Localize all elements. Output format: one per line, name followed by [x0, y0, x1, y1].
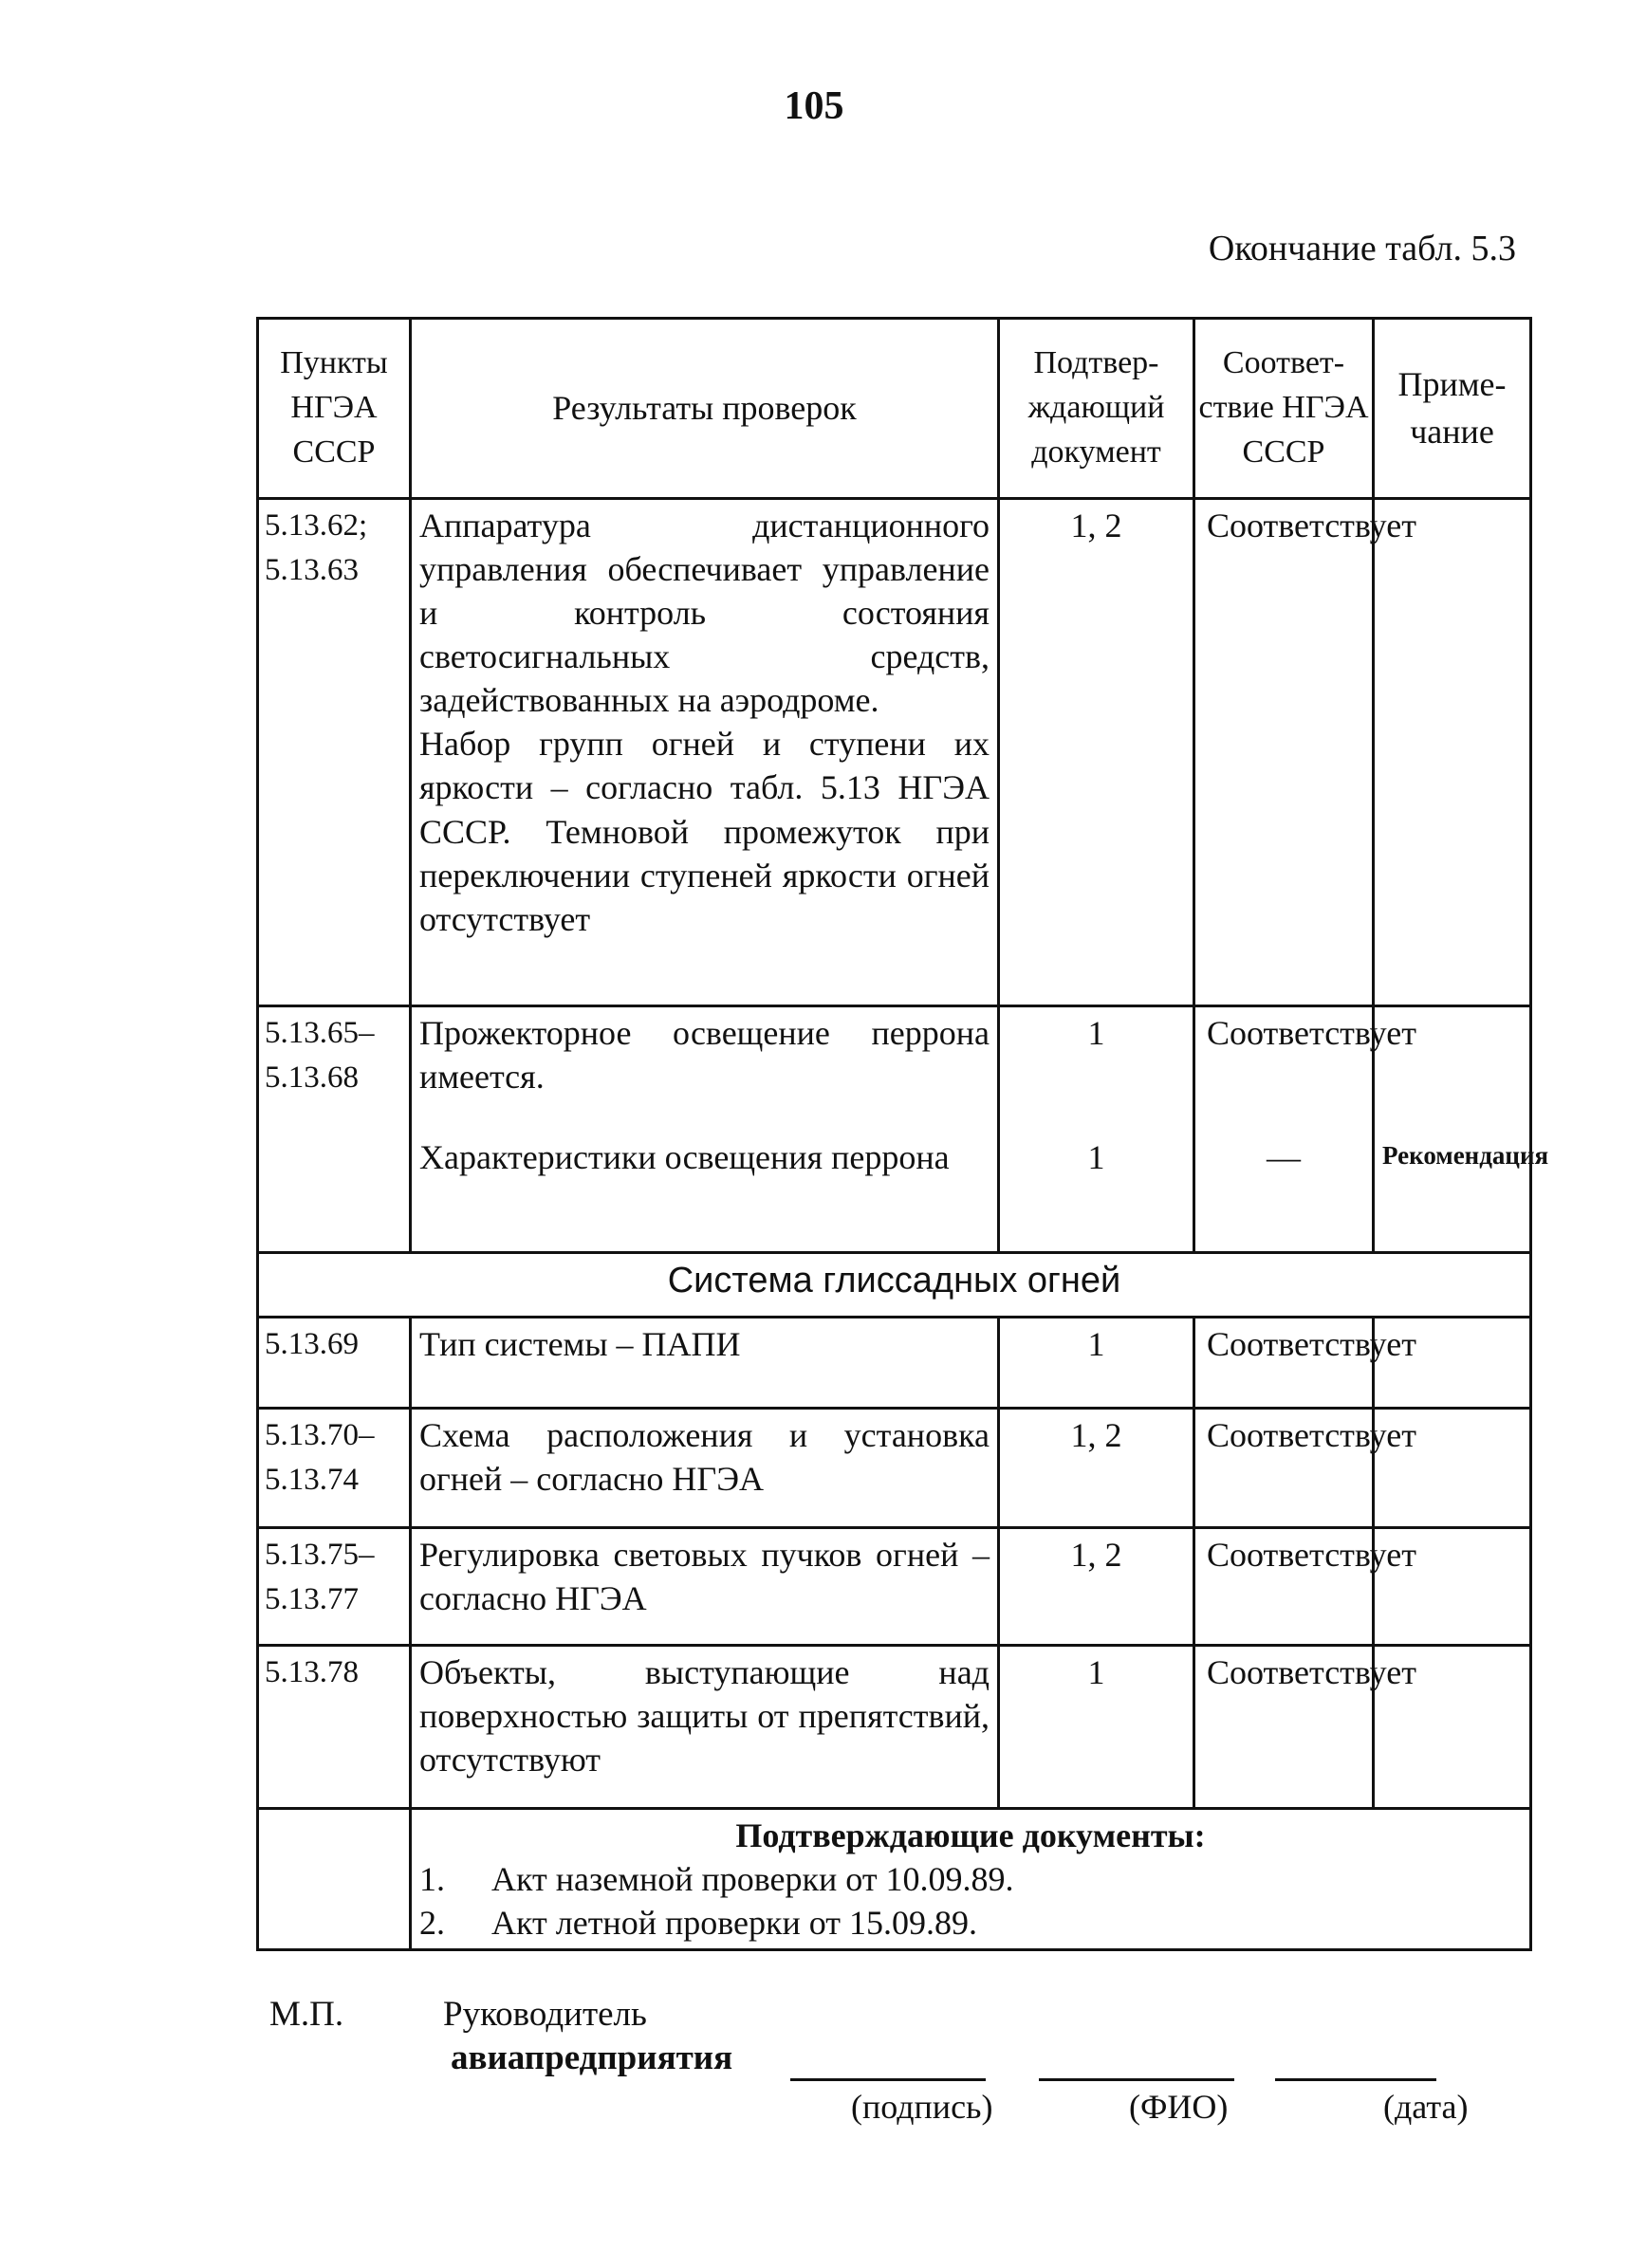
document-item	[419, 1901, 1522, 1945]
table-row	[258, 1006, 1531, 1132]
date-label: (дата)	[1383, 2088, 1469, 2126]
header-results: Результаты проверок	[411, 319, 999, 499]
result-text: Аппаратура дистанционного управления обеспечивает управление и контроль состояния светосигнальных средств, задействованных на аэродроме.	[419, 507, 990, 720]
document-ref: 1, 2	[999, 499, 1194, 1006]
document-ref: 1	[999, 1006, 1194, 1132]
table-row	[258, 1646, 1531, 1809]
document-ref: 1	[999, 1646, 1194, 1809]
compliance-status: Соответствует	[1194, 1318, 1374, 1409]
empty-cell	[258, 1809, 411, 1950]
item-number: 5.13.65– 5.13.68	[258, 1006, 411, 1253]
name-label: (ФИО)	[1129, 2088, 1229, 2126]
page-number: 105	[784, 84, 844, 128]
compliance-status: Соответствует	[1194, 499, 1374, 1006]
table-row	[258, 1409, 1531, 1528]
result-text: Прожекторное освещение перрона имеется.	[411, 1006, 999, 1132]
compliance-status: —	[1194, 1132, 1374, 1253]
documents-title: Подтверждающие документы:	[735, 1816, 1206, 1854]
compliance-status: Соответствует	[1194, 1528, 1374, 1646]
documents-list	[419, 1857, 1522, 1945]
table-caption: Окончание табл. 5.3	[1208, 229, 1516, 268]
document-text: Акт летной проверки от 15.09.89.	[491, 1904, 977, 1943]
documents-row	[258, 1809, 1531, 1950]
document-item	[419, 1857, 1522, 1901]
note-text: Рекомендация	[1374, 1132, 1531, 1253]
signature-line	[790, 2078, 986, 2081]
result-text: Тип системы – ПАПИ	[411, 1318, 999, 1409]
table-row	[258, 1318, 1531, 1409]
item-number: 5.13.62; 5.13.63	[258, 499, 411, 1006]
item-number: 5.13.78	[258, 1646, 411, 1809]
item-number: 5.13.70– 5.13.74	[258, 1409, 411, 1528]
document-ref: 1	[999, 1318, 1194, 1409]
header-document: Подтвер-ждающий документ	[999, 319, 1194, 499]
section-row	[258, 1253, 1531, 1318]
item-number: 5.13.75– 5.13.77	[258, 1528, 411, 1646]
result-text: Регулировка световых пучков огней – согласно НГЭА	[411, 1528, 999, 1646]
table-row	[258, 499, 1531, 1006]
result-text: Характеристики освещения перрона	[411, 1132, 999, 1253]
header-items: Пункты НГЭА СССР	[258, 319, 411, 499]
document-ref: 1, 2	[999, 1409, 1194, 1528]
section-title: Система глиссадных огней	[258, 1253, 1531, 1318]
checks-table	[256, 317, 1549, 1951]
header-note: Приме-чание	[1374, 319, 1531, 499]
stamp-label: М.П.	[269, 1995, 344, 2034]
compliance-status: Соответствует	[1194, 1646, 1374, 1809]
note-cell	[1374, 499, 1531, 1006]
document-number: 2.	[419, 1904, 445, 1943]
table-row	[258, 1528, 1531, 1646]
name-line	[1039, 2078, 1234, 2081]
result-text: Набор групп огней и ступени их яркости – согласно табл. 5.13 НГЭА СССР. Темновой промежуток при переключении ступеней яркости огней отсутствует	[419, 725, 990, 938]
document-text: Акт наземной проверки от 10.09.89.	[491, 1860, 1014, 1899]
document-number: 1.	[419, 1860, 445, 1899]
date-line	[1275, 2078, 1436, 2081]
head-title: Руководитель	[443, 1995, 647, 2034]
result-text: Объекты, выступающие над поверхностью защиты от препятствий, отсутствуют	[411, 1646, 999, 1809]
document-ref: 1	[999, 1132, 1194, 1253]
item-number: 5.13.69	[258, 1318, 411, 1409]
header-compliance: Соответ-ствие НГЭА СССР	[1194, 319, 1374, 499]
table-row	[258, 1132, 1531, 1253]
compliance-status: Соответствует	[1194, 1409, 1374, 1528]
header-row	[258, 319, 1531, 499]
compliance-status: Соответствует	[1194, 1006, 1374, 1132]
head-title-organization: авиапредприятия	[451, 2038, 733, 2077]
signature-label: (подпись)	[851, 2088, 993, 2126]
documents-cell	[411, 1809, 1531, 1950]
document-ref: 1, 2	[999, 1528, 1194, 1646]
result-cell	[411, 499, 999, 1006]
result-text: Схема расположения и установка огней – согласно НГЭА	[411, 1409, 999, 1528]
